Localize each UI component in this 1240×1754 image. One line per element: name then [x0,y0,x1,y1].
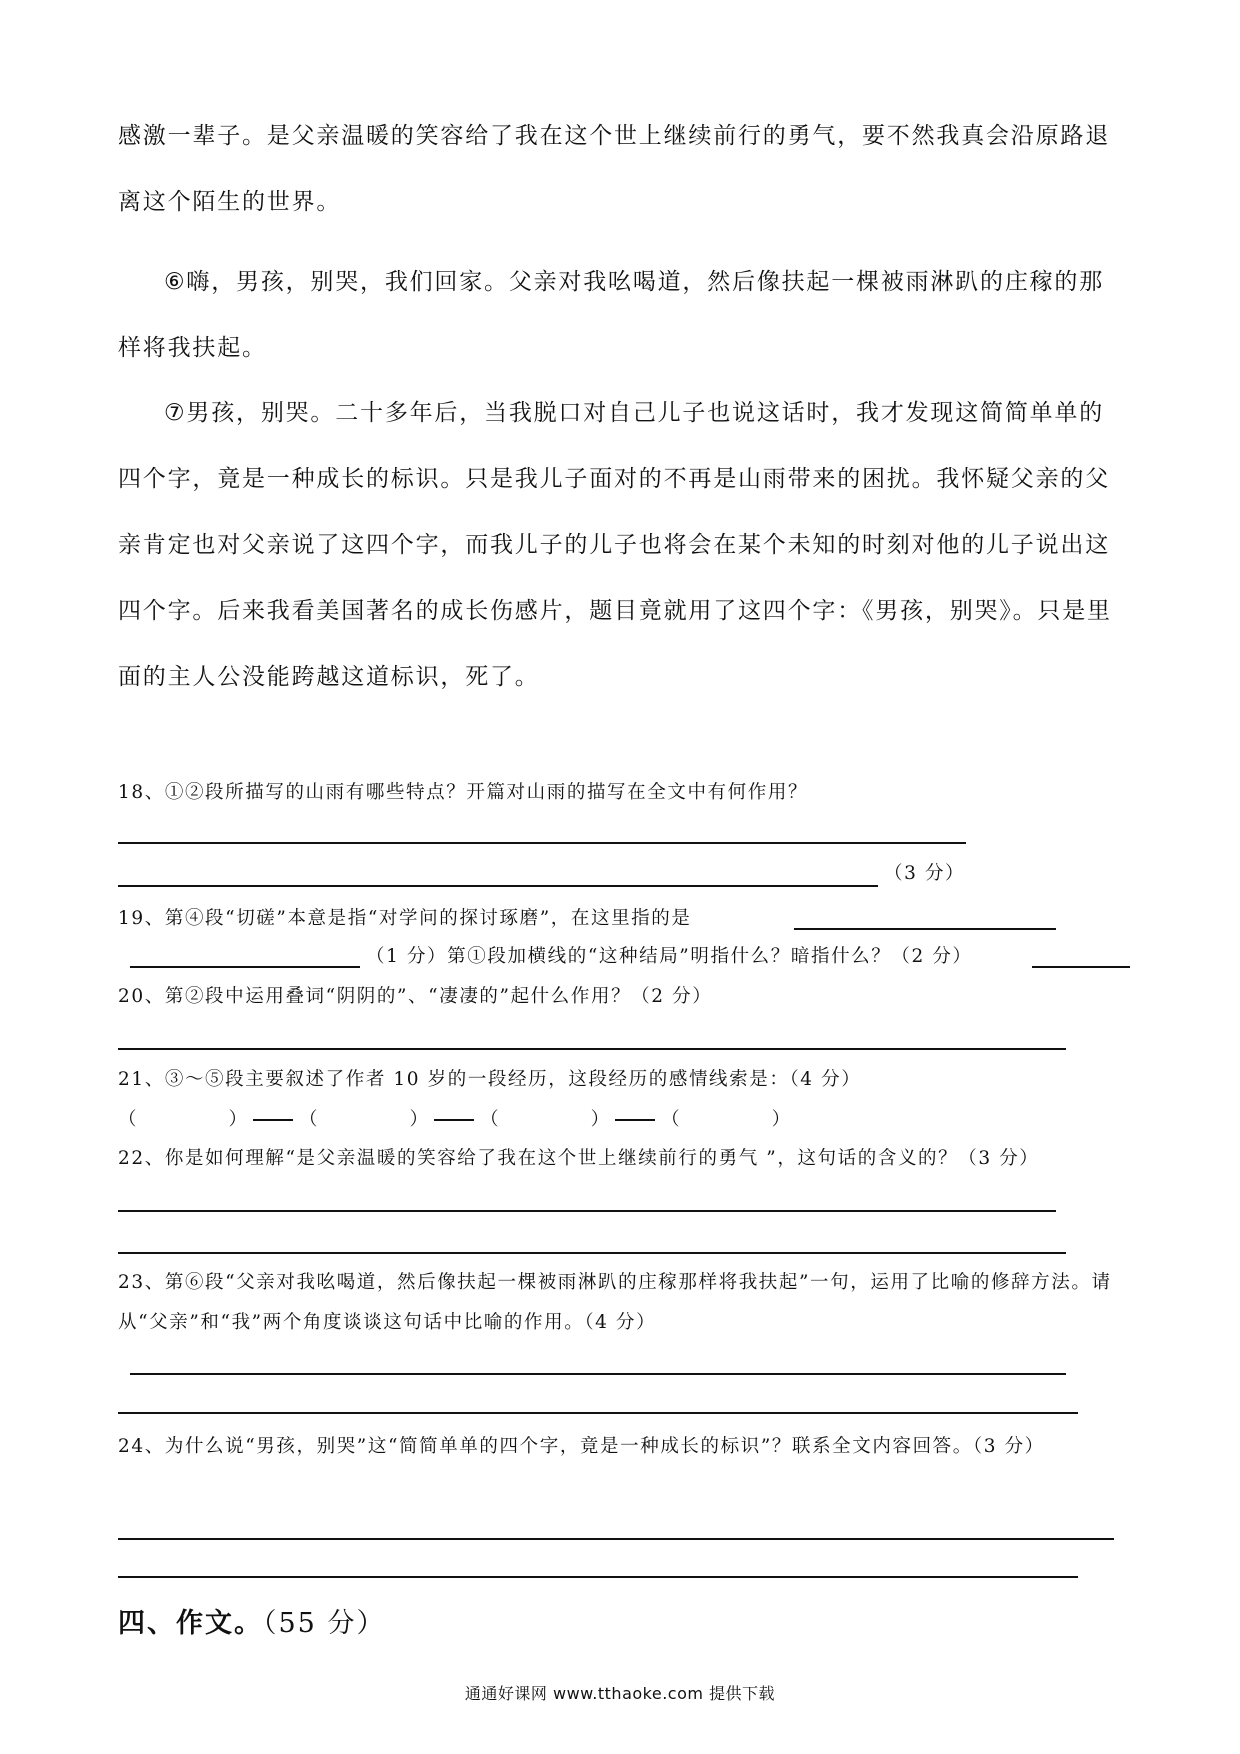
question-24: 24、为什么说“男孩，别哭”这“简简单单的四个字，竟是一种成长的标识”？联系全文内容回答。（3 分） [118,1436,1045,1457]
paren-close-2: ） [409,1109,429,1130]
section-points: （55 分） [263,1608,386,1639]
passage-paragraph-6: ⑥嗨，男孩，别哭，我们回家。父亲对我吆喝道，然后像扶起一棵被雨淋趴的庄稼的那样将我扶起。 [118,269,1105,361]
answer-line-23a[interactable] [130,1373,1066,1375]
answer-line-23b[interactable] [118,1412,1078,1414]
question-23: 23、第⑥段“父亲对我吆喝道，然后像扶起一棵被雨淋趴的庄稼那样将我扶起”一句，运用了比喻的修辞方法。请从“父亲”和“我”两个角度谈谈这句话中比喻的作用。（4 分） [118,1272,1112,1333]
question-21: 21、③～⑤段主要叙述了作者 10 岁的一段经历，这段经历的感情线索是：（4 分） [118,1069,862,1090]
answer-line-24a[interactable] [118,1538,1114,1540]
question-18-score: （3 分） [884,863,966,884]
paren-open-3: （ [480,1109,499,1130]
question-20: 20、第②段中运用叠词“阴阴的”、“凄凄的”起什么作用？（2 分） [118,986,713,1007]
answer-line-19a[interactable] [794,928,1056,930]
section-title: 四、作文。 [118,1608,263,1639]
passage-paragraph-7: ⑦男孩，别哭。二十多年后，当我脱口对自己儿子也说这话时，我才发现这简简单单的四个字，竟是一种成长的标识。只是我儿子面对的不再是山雨带来的困扰。我怀疑父亲的父亲肯定也对父亲说了这四个字，而我儿子的儿子也将会在某个未知的时刻对他的儿子说出这四个字。后来我看美国著名的成长伤感片，题目竟就用了这四个字：《男孩，别哭》。只是里面的主人公没能跨越这道标识，死了。 [118,400,1112,690]
section-heading-composition [118,1602,385,1646]
answer-line-22b[interactable] [118,1252,1066,1254]
dash-2 [434,1119,474,1121]
paren-open-2: （ [299,1109,318,1130]
dash-3 [615,1119,655,1121]
answer-line-19c[interactable] [1032,966,1130,968]
question-19-part-b: （1 分）第①段加横线的“这种结局”明指什么？暗指什么？（2 分） [366,946,973,967]
answer-line-22a[interactable] [118,1210,1056,1212]
emotion-sequence-blanks[interactable] [118,1100,790,1140]
question-22: 22、你是如何理解“是父亲温暖的笑容给了我在这个世上继续前行的勇气 ”，这句话的含义的？（3 分） [118,1148,1040,1169]
paren-open-1: （ [118,1109,137,1130]
answer-line-19b[interactable] [130,966,360,968]
answer-line-18b[interactable] [118,885,878,887]
answer-line-20[interactable] [118,1048,1066,1050]
paren-close-4: ） [771,1109,791,1130]
passage-paragraph-5-tail: 感激一辈子。是父亲温暖的笑容给了我在这个世上继续前行的勇气，要不然我真会沿原路退离这个陌生的世界。 [118,123,1110,215]
answer-line-18a[interactable] [118,842,966,844]
paren-close-1: ） [228,1109,248,1130]
paren-open-4: （ [661,1109,680,1130]
paren-close-3: ） [590,1109,610,1130]
page-footer: 通通好课网 www.tthaoke.com 提供下载 [464,1684,776,1703]
dash-1 [253,1119,293,1121]
question-18: 18、①②段所描写的山雨有哪些特点？开篇对山雨的描写在全文中有何作用？ [118,782,809,803]
answer-line-24b[interactable] [118,1576,1078,1578]
question-19-part-a: 19、第④段“切磋”本意是指“对学问的探讨琢磨”，在这里指的是 [118,908,692,929]
